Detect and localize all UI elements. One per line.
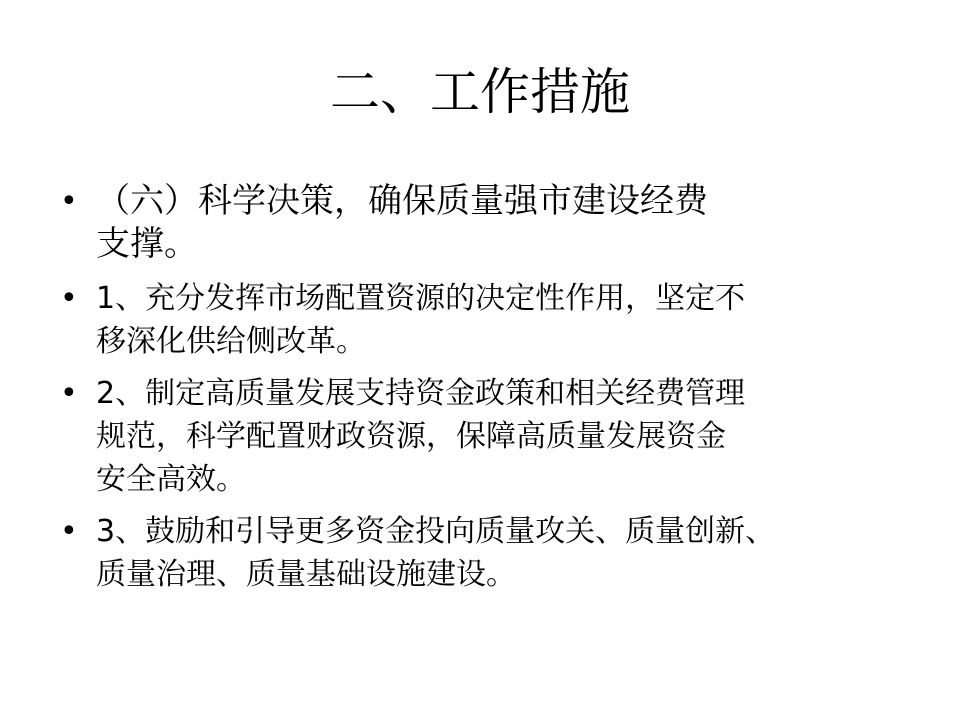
- bullet-line: 移深化供给侧改革。: [96, 324, 366, 359]
- bullet-line: 1、充分发挥市场配置资源的决定性作用，坚定不: [96, 281, 746, 316]
- bullet-line: 支撑。: [96, 224, 198, 264]
- bullet-line: 2、制定高质量发展支持资金政策和相关经费管理: [96, 376, 746, 411]
- bullet-dot-icon: •: [60, 281, 78, 316]
- bullet-line: 安全高效。: [96, 462, 246, 497]
- bullet-item-3: [56, 510, 936, 596]
- bullet-line: （六）科学决策，确保质量强市建设经费: [96, 181, 708, 221]
- bullet-dot-icon: •: [60, 514, 78, 549]
- bullet-line: 规范，科学配置财政资源，保障高质量发展资金: [96, 419, 726, 454]
- slide-title: 二、工作措施: [330, 63, 630, 121]
- bullet-dot-icon: •: [60, 376, 78, 411]
- bullet-list: [56, 180, 936, 605]
- bullet-item-2: [56, 372, 936, 501]
- bullet-item-6: [56, 180, 936, 266]
- bullet-dot-icon: •: [60, 184, 78, 219]
- bullet-item-1: [56, 277, 936, 363]
- bullet-line: 质量治理、质量基础设施建设。: [96, 557, 516, 592]
- bullet-line: 3、鼓励和引导更多资金投向质量攻关、质量创新、: [96, 514, 776, 549]
